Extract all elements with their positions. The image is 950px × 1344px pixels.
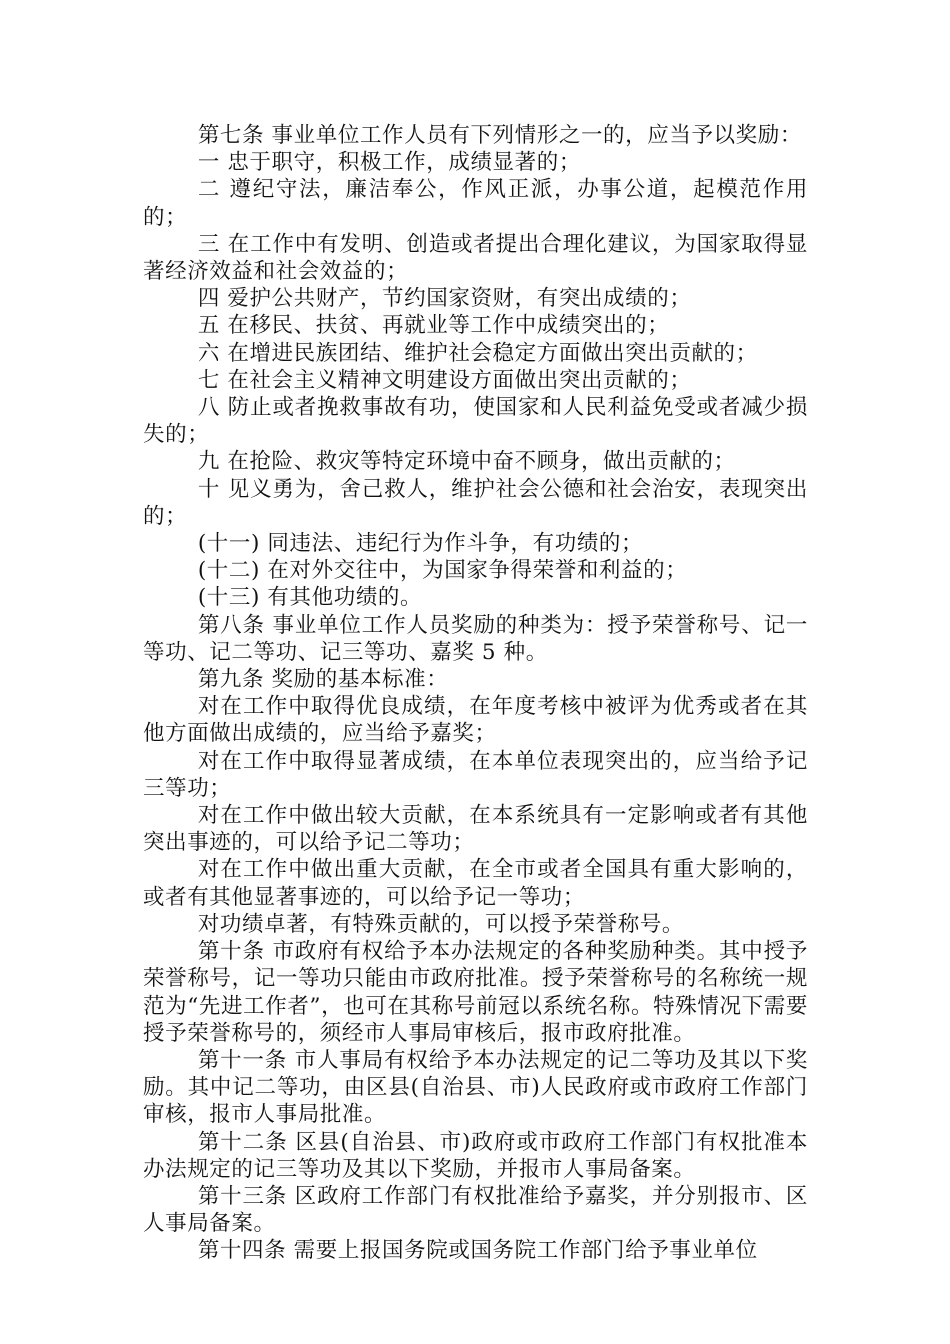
paragraph-article-11: 第十一条 市人事局有权给予本办法规定的记二等功及其以下奖励。其中记二等功，由区县(自治县、市)人民政府或市政府工作部门审核，报市人事局批准。 <box>143 1047 808 1128</box>
paragraph-item-3: 三 在工作中有发明、创造或者提出合理化建议，为国家取得显著经济效益和社会效益的； <box>143 231 808 285</box>
paragraph-article-7: 第七条 事业单位工作人员有下列情形之一的，应当予以奖励： <box>197 123 802 148</box>
paragraph-article-14: 第十四条 需要上报国务院或国务院工作部门给予事业单位 <box>197 1238 758 1264</box>
paragraph-article-9: 第九条 奖励的基本标准： <box>197 667 449 693</box>
paragraph-article-12: 第十二条 区县(自治县、市)政府或市政府工作部门有权批准本办法规定的记三等功及其以下奖励，并报市人事局备案。 <box>143 1129 808 1182</box>
paragraph-standard-second-class: 对在工作中做出较大贡献，在本系统具有一定影响或者有其他突出事迹的，可以给予记二等功； <box>143 803 808 856</box>
paragraph-item-6: 六 在增进民族团结、维护社会稳定方面做出突出贡献的； <box>197 340 758 366</box>
paragraph-item-11: (十一) 同违法、违纪行为作斗争，有功绩的； <box>197 531 644 557</box>
paragraph-standard-first-class: 对在工作中做出重大贡献，在全市或者全国具有重大影响的，或者有其他显著事迹的，可以给予记一等功； <box>143 857 808 910</box>
paragraph-item-4: 四 爱护公共财产，节约国家资财，有突出成绩的； <box>197 286 692 312</box>
paragraph-item-2: 二 遵纪守法，廉洁奉公，作风正派，办事公道，起模范作用的； <box>143 177 808 230</box>
paragraph-standard-third-class: 对在工作中取得显著成绩，在本单位表现突出的，应当给予记三等功； <box>143 748 808 801</box>
paragraph-item-1: 一 忠于职守，积极工作，成绩显著的； <box>197 150 581 176</box>
document-body <box>143 122 808 1265</box>
paragraph-item-8: 八 防止或者挽救事故有功，使国家和人民利益免受或者减少损失的； <box>143 395 808 448</box>
paragraph-article-13: 第十三条 区政府工作部门有权批准给予嘉奖，并分别报市、区人事局备案。 <box>143 1183 808 1237</box>
paragraph-article-8: 第八条 事业单位工作人员奖励的种类为：授予荣誉称号、记一等功、记二等功、记三等功、嘉奖 5 种。 <box>143 612 808 665</box>
paragraph-article-10: 第十条 市政府有权给予本办法规定的各种奖励种类。其中授予荣誉称号，记一等功只能由市政府批准。授予荣誉称号的名称统一规范为“先进工作者”，也可在其称号前冠以系统名称。特殊情况下需要授予荣誉称号的，须经市人事局审核后，报市政府批准。 <box>143 939 808 1046</box>
paragraph-item-9: 九 在抢险、救灾等特定环境中奋不顾身，做出贡献的； <box>197 449 736 475</box>
paragraph-item-5: 五 在移民、扶贫、再就业等工作中成绩突出的； <box>197 313 670 339</box>
paragraph-item-12: (十二) 在对外交往中，为国家争得荣誉和利益的； <box>197 558 688 584</box>
paragraph-item-10: 十 见义勇为，舍己救人，维护社会公德和社会治安，表现突出的； <box>143 476 808 529</box>
paragraph-standard-commendation: 对在工作中取得优良成绩，在年度考核中被评为优秀或者在其他方面做出成绩的，应当给予嘉奖； <box>143 694 808 747</box>
paragraph-standard-honor-title: 对功绩卓著，有特殊贡献的，可以授予荣誉称号。 <box>197 911 685 937</box>
paragraph-item-7: 七 在社会主义精神文明建设方面做出突出贡献的； <box>197 367 692 393</box>
paragraph-item-13: (十三) 有其他功绩的。 <box>197 585 423 611</box>
